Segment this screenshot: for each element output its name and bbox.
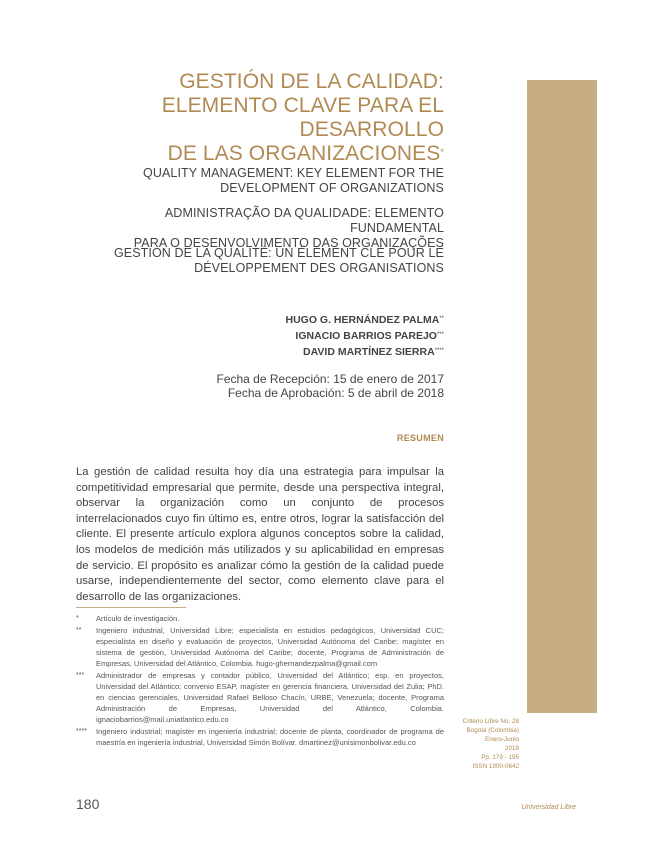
author-note-mark: **** — [434, 348, 444, 354]
footnotes — [76, 613, 444, 749]
author-note-mark: ** — [439, 316, 444, 322]
subtitle-english-line-2: DEVELOPMENT OF ORGANIZATIONS — [220, 181, 444, 195]
submission-dates — [180, 372, 444, 400]
subtitle-portuguese — [70, 206, 444, 251]
author-2 — [200, 328, 444, 344]
subtitle-portuguese-line-2: PARA O DESENVOLVIMENTO DAS ORGANIZAÇÕES — [133, 236, 444, 250]
date-received: Fecha de Recepción: 15 de enero de 2017 — [216, 372, 444, 386]
article-title — [70, 70, 444, 166]
author-name: HUGO G. HERNÁNDEZ PALMA — [285, 314, 440, 326]
footnote-divider — [76, 607, 186, 608]
title-line-3 — [70, 142, 444, 166]
author-note-mark: *** — [436, 332, 444, 338]
subtitle-english-line-1: QUALITY MANAGEMENT: KEY ELEMENT FOR THE — [143, 166, 444, 180]
author-name: DAVID MARTÍNEZ SIERRA — [303, 346, 435, 358]
footnote — [76, 625, 444, 669]
footnote — [76, 613, 444, 624]
journal-issn: ISSN 1900-0642 — [472, 763, 519, 770]
title-note-mark: * — [440, 147, 444, 157]
journal-name: Criterio Libre No. 28 — [462, 718, 519, 725]
footnote-text: Administrador de empresas y contador público, Universidad del Atlántico; esp. en proyectos, Universidad del Atlántico; convenio ESAP, magíster en gerencia financiera, Universidad del Zulia; PhD. en ciencias gerenciales, Universidad Rafael Belloso Chacín, URBE, Venezuela; docente, Programa Administración de Empresas, Universidad del Atlántico, Colombia. ignaciobarrios@mail.uniatlantico.edu.co — [96, 671, 444, 724]
footnote-text: Artículo de investigación. — [96, 614, 180, 623]
page-number: 180 — [76, 796, 100, 812]
journal-info — [449, 717, 519, 771]
footnote-text: Ingeniero industrial, Universidad Libre; especialista en estudios pedagógicos, Universidad CUC; especialista en diseño y evaluación de proyectos, Universidad Autónoma del Caribe; magíster en sistema de gestión, Universidad Autónoma del Caribe; docente, Programa de Administración de Empresas, Universidad del Atlántico, Colombia. hugo-ghernandezpalma@gmail.com — [96, 626, 444, 668]
footnote — [76, 726, 444, 748]
title-line-2: ELEMENTO CLAVE PARA EL DESARROLLO — [161, 94, 444, 141]
author-list — [200, 312, 444, 360]
publisher-name: Universidad Libre — [521, 804, 576, 811]
abstract-heading: RESUMEN — [396, 433, 444, 443]
author-name: IGNACIO BARRIOS PAREJO — [295, 330, 437, 342]
abstract-text: La gestión de calidad resulta hoy día una estrategia para impulsar la competitividad empresarial que permite, desde una perspectiva integral, observar la organización como un conjunto de procesos interrelacionados cuyo fin último es, entre otros, lograr la satisfacción del cliente. El presente artículo explora algunos conceptos sobre la calidad, los modelos de medición más utilizados y su aplicabilidad en empresas de servicio. El propósito es analizar cómo la gestión de la calidad puede usarse, independientemente del sector, como elemento clave para el desarrollo de las organizaciones. — [76, 466, 444, 603]
subtitle-english — [70, 166, 444, 196]
journal-year: 2018 — [504, 745, 519, 752]
footnote-mark: ** — [76, 627, 82, 634]
journal-pages: Pp. 179 - 195 — [481, 754, 519, 761]
author-1 — [200, 312, 444, 328]
decorative-side-band — [527, 80, 597, 713]
title-line-3-text: DE LAS ORGANIZACIONES — [167, 142, 441, 165]
footnote-mark: *** — [76, 672, 85, 679]
footnote-mark: * — [76, 615, 79, 622]
footnote — [76, 670, 444, 725]
journal-location: Bogotá (Colombia) — [466, 727, 519, 734]
title-line-1: GESTIÓN DE LA CALIDAD: — [179, 70, 444, 93]
date-approved: Fecha de Aprobación: 5 de abril de 2018 — [227, 386, 444, 400]
subtitle-portuguese-line-1: ADMINISTRAÇÃO DA QUALIDADE: ELEMENTO FUNDAMENTAL — [164, 206, 444, 235]
subtitle-french-line-1: GESTION DE LA QUALITÉ: UN ÉLÉMENT CLÉ POUR LE — [113, 246, 444, 260]
subtitle-french-line-2: DÉVELOPPEMENT DES ORGANISATIONS — [194, 261, 444, 275]
footnote-text: Ingeniero industrial; magíster en ingeniería industrial; docente de planta, coordinador de programa de maestría en ingeniería industrial, Universidad Simón Bolívar. dmartinez@unisimonbolivar.edu.co — [96, 727, 444, 747]
subtitle-french — [70, 246, 444, 276]
author-3 — [200, 344, 444, 360]
footnote-mark: **** — [76, 728, 87, 735]
journal-period: Enero-Junio — [485, 736, 519, 743]
